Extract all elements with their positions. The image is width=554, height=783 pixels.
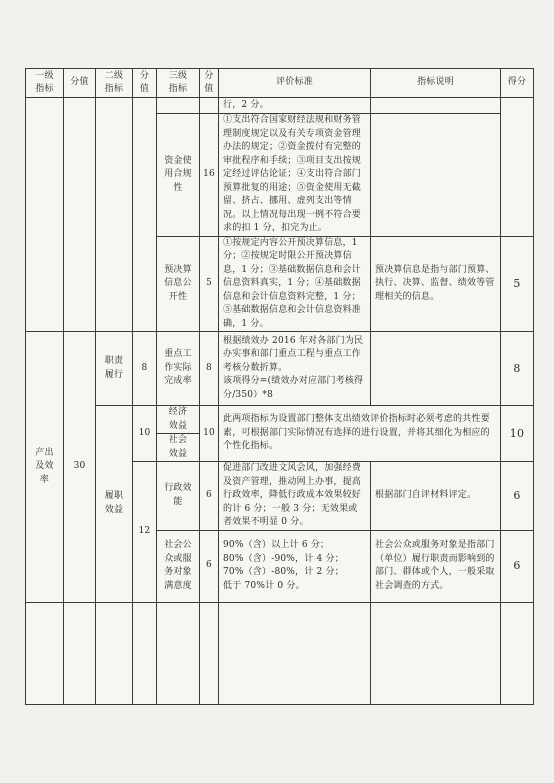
- completion-explain: [371, 332, 501, 406]
- output-level1: 产出 及效 率: [26, 332, 64, 603]
- output-score1: 30: [64, 332, 96, 603]
- disclosure-criteria: ①按规定内容公开预决算信息，1 分；②按规定时限公开预决算信息，1 分；③基础数据信息和会计信息资料真实，1 分；④基础数据信息和会计信息资料完整，1 分；⑤基础数据信息和会计信息资料准确，1 分。: [219, 236, 371, 332]
- blank-cell: [26, 602, 64, 704]
- admin-efficiency-name: 行政效 能: [157, 462, 200, 531]
- blank-cell: [64, 602, 96, 704]
- disclosure-name: 预决算 信息公 开性: [157, 236, 200, 332]
- result-cell-empty: [501, 98, 534, 237]
- score1-cell-empty: [64, 98, 96, 332]
- satisfaction-score: 6: [200, 530, 219, 602]
- level3-cell-empty: [157, 98, 200, 114]
- disclosure-score: 5: [200, 236, 219, 332]
- completion-criteria: 根据绩效办 2016 年对各部门为民办实事和部门重点工程与重点工作考核分数折算。 该项得分=(绩效办对应部门考核得分/350）*8: [219, 332, 371, 406]
- blank-cell: [200, 602, 219, 704]
- disclosure-explain: 预决算信息是指与部门预算、执行、决算、监督、绩效等管理相关的信息。: [371, 236, 501, 332]
- fund-compliance-name: 资金使 用合规 性: [157, 114, 200, 237]
- level2-cell-empty: [96, 98, 133, 332]
- blank-cell: [501, 602, 534, 704]
- blank-cell: [219, 602, 371, 704]
- benefit-score2: 12: [133, 462, 157, 603]
- score2-cell-empty: [133, 98, 157, 332]
- blank-cell: [157, 602, 200, 704]
- header-level1: 一级 指标: [26, 69, 64, 98]
- satisfaction-result: 6: [501, 530, 534, 602]
- header-result: 得分: [501, 69, 534, 98]
- header-criteria: 评价标准: [219, 69, 371, 98]
- table-row-blank: [26, 602, 534, 704]
- table-row: [26, 406, 534, 434]
- blank-cell: [371, 602, 501, 704]
- social-benefit-name: 社会 效益: [157, 434, 200, 462]
- header-score3: 分 值: [200, 69, 219, 98]
- header-level3: 三级 指标: [157, 69, 200, 98]
- admin-efficiency-result: 6: [501, 462, 534, 531]
- satisfaction-criteria: 90%（含）以上计 6 分； 80%（含）-90%，计 4 分； 70%（含）-80%，计 2 分； 低于 70%计 0 分。: [219, 530, 371, 602]
- admin-efficiency-criteria: 促进部门改进文风会风，加强经费及资产管理，推动网上办事，提高行政效率，降低行政成本效果较好的计 6 分；一般 3 分；无效果或者效果不明显 0 分。: [219, 462, 371, 531]
- criteria-continued: 行，2 分。: [219, 98, 371, 114]
- table-row: [26, 332, 534, 406]
- admin-efficiency-explain: 根据部门自评材料评定。: [371, 462, 501, 531]
- satisfaction-explain: 社会公众或服务对象是指部门（单位）履行职责而影响到的部门、群体或个人，一般采取社会调查的方式。: [371, 530, 501, 602]
- fund-compliance-criteria: ①支出符合国家财经法规和财务管理制度规定以及有关专项资金管理办法的规定；②资金拨付有完整的审批程序和手续；③项目支出按规定经过评估论证；④支出符合部门预算批复的用途；⑤资金使用无截留、挤占、挪用、虚列支出等情况。以上情况每出现一例不符合要求的扣 1 分，扣完为止。: [219, 114, 371, 237]
- fund-compliance-explain: [371, 114, 501, 237]
- blank-cell: [96, 602, 133, 704]
- econ-social-criteria: 此两项指标为设置部门整体支出绩效评价指标时必须考虑的共性要素，可根据部门实际情况有选择的进行设置，并将其细化为相应的个性化指标。: [219, 406, 501, 462]
- economic-benefit-name: 经济 效益: [157, 406, 200, 434]
- header-level2: 二级 指标: [96, 69, 133, 98]
- evaluation-table: [25, 68, 534, 705]
- explain-cell-empty: [371, 98, 501, 114]
- econ-score2: 10: [133, 406, 157, 462]
- fund-compliance-score: 16: [200, 114, 219, 237]
- benefit-level2: 履职 效益: [96, 406, 133, 603]
- satisfaction-name: 社会公 众或服 务对象 满意度: [157, 530, 200, 602]
- econ-social-score: 10: [200, 406, 219, 462]
- duty-level2: 职责 履行: [96, 332, 133, 406]
- econ-social-result: 10: [501, 406, 534, 462]
- header-score1: 分值: [64, 69, 96, 98]
- completion-result: 8: [501, 332, 534, 406]
- duty-score2: 8: [133, 332, 157, 406]
- header-explain: 指标说明: [371, 69, 501, 98]
- table-row: [26, 98, 534, 114]
- completion-score: 8: [200, 332, 219, 406]
- level1-cell-empty: [26, 98, 64, 332]
- table-header-row: [26, 69, 534, 98]
- blank-cell: [133, 602, 157, 704]
- disclosure-result: 5: [501, 236, 534, 332]
- completion-name: 重点工 作实际 完成率: [157, 332, 200, 406]
- header-score2: 分 值: [133, 69, 157, 98]
- admin-efficiency-score: 6: [200, 462, 219, 531]
- score3-cell-empty: [200, 98, 219, 114]
